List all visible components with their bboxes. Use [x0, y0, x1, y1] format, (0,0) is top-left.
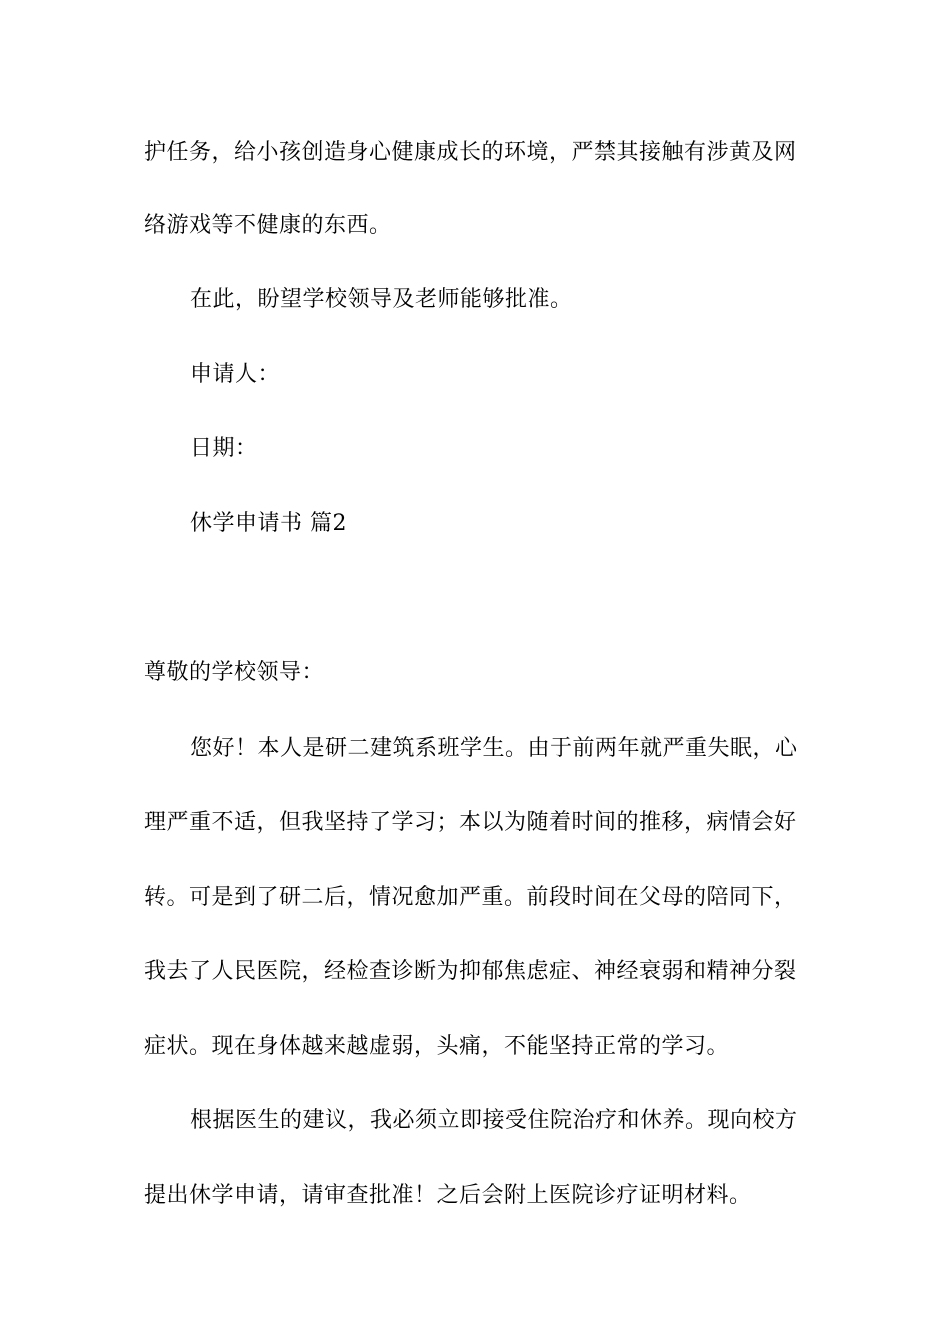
paragraph-line: 络游戏等不健康的东西。: [144, 213, 392, 238]
section-heading: 休学申请书 篇2: [190, 511, 347, 536]
paragraph-line: 症状。现在身体越来越虚弱，头痛，不能坚持正常的学习。: [144, 1034, 730, 1059]
paragraph-line: 我去了人民医院，经检查诊断为抑郁焦虑症、神经衰弱和精神分裂: [144, 959, 797, 984]
paragraph-line: 护任务，给小孩创造身心健康成长的环境，严禁其接触有涉黄及网: [144, 140, 797, 165]
paragraph-line: 您好！本人是研二建筑系班学生。由于前两年就严重失眠，心: [190, 736, 798, 761]
date-label: 日期：: [190, 436, 258, 461]
paragraph-line: 提出休学申请，请审查批准！之后会附上医院诊疗证明材料。: [144, 1183, 752, 1208]
paragraph-line: 在此，盼望学校领导及老师能够批准。: [190, 287, 573, 312]
paragraph-line: 根据医生的建议，我必须立即接受住院治疗和休养。现向校方: [190, 1108, 798, 1133]
applicant-label: 申请人：: [190, 362, 281, 387]
paragraph-line: 转。可是到了研二后，情况愈加严重。前段时间在父母的陪同下，: [144, 885, 797, 910]
salutation: 尊敬的学校领导：: [144, 660, 325, 685]
paragraph-line: 理严重不适，但我坚持了学习；本以为随着时间的推移，病情会好: [144, 810, 797, 835]
